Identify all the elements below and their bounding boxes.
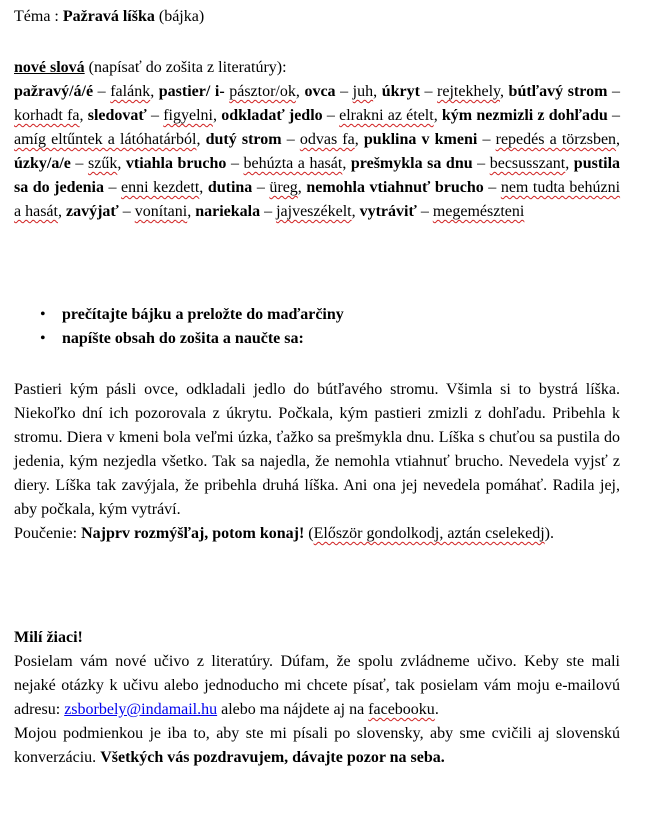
moral-slovak: Najprv rozmýšľaj, potom konaj! [81, 525, 305, 542]
task-item-summary: • napíšte obsah do zošita a naučte sa: [40, 327, 620, 351]
letter-greeting: Milí žiaci! [14, 629, 83, 646]
email-link[interactable]: zsborbely@indamail.hu [64, 701, 218, 718]
vocab-term-slovak: pastier/ i- [158, 83, 225, 100]
fable-body: Pastieri kým pásli ovce, odkladali jedlo do bútľavého stromu. Všimla si to bystrá líška. Niekoľko dní ich pozorovala z úkrytu. Počkala, kým pastieri zmizli z dohľadu. Pribehla k stromu. Diera v kmeni bola veľmi úzka, ťažko sa prešmykla dnu. Líška s chuťou sa pustila do jedenia, kým nezjedla všetko. Tak sa najedla, že nemohla vtiahnuť brucho. Nevedela vyjsť z diery. Líška tak zavýjala, že pribehla druhá líška. Ani ona jej nevedela pomáhať. Radila jej, aby počkala, kým vytráví. [14, 381, 620, 518]
vocab-term-slovak: vytráviť [359, 203, 417, 220]
vocab-term-slovak: odkladať jedlo [221, 107, 323, 124]
vocab-term-hungarian: korhadt fa [14, 107, 80, 124]
vocab-term-hungarian: becsusszant [489, 155, 566, 172]
vocabulary-list: pažravý/á/é – falánk, pastier/ i- pásztor/ok, ovca – juh, úkryt – rejtekhely, bútľavý strom – korhadt fa, sledovať – figyelni, odkladať jedlo – elrakni az ételt, kým nezmizli z dohľadu – amíg eltűntek a látóhatárból, dutý strom – odvas fa, puklina v kmeni – repedés a törzsben, úzky/a/e – szűk, vtiahla brucho – behúzta a hasát, prešmykla sa dnu – becsusszant, pustila sa do jedenia – enni kezdett, dutina – üreg, nemohla vtiahnuť brucho – nem tudta behúzni a hasát, zavýjať – vonítani, nariekala – jajveszékelt, vytráviť – megemészteni [14, 83, 621, 220]
letter-body: Posielam vám nové učivo z literatúry. Dúfam, že spolu zvládneme učivo. Keby ste mali nejaké otázky k učivu alebo jednoducho mi chcete písať, tak posielam vám moju e-mailovú adresu: zsborbely@indamail.hu alebo ma nájdete aj na facebooku. Mojou podmienkou je iba to, aby ste mi písali po slovensky, aby sme cvičili aj slovenskú konverzáciu. Všetkých vás pozdravujem, dávajte pozor na seba. [14, 653, 620, 766]
vocab-term-slovak: ovca [304, 83, 336, 100]
vocab-term-hungarian: odvas fa [299, 131, 355, 148]
moral-hungarian: Először gondolkodj, aztán cselekedj [313, 525, 545, 542]
vocab-term-slovak: nariekala [195, 203, 261, 220]
vocab-term-hungarian: enni kezdett [121, 179, 200, 196]
vocab-term-slovak: bútľavý strom [508, 83, 608, 100]
vocab-term-slovak: úkryt [381, 83, 420, 100]
moral-label: Poučenie: [14, 525, 82, 542]
vocab-term-hungarian: rejtekhely [437, 83, 500, 100]
vocab-term-hungarian: figyelni [163, 107, 213, 124]
vocab-term-hungarian: szűk [87, 155, 118, 172]
vocab-term-hungarian: behúzta a hasát [243, 155, 343, 172]
vocab-term-hungarian: falánk [110, 83, 151, 100]
vocab-term-slovak: pustila sa do jedenia [14, 155, 621, 196]
vocab-term-hungarian: elrakni az ételt [339, 107, 434, 124]
vocab-term-hungarian: pásztor/ok [229, 83, 296, 100]
vocab-term-slovak: puklina v kmeni [363, 131, 478, 148]
vocab-term-slovak: úzky/a/e [14, 155, 71, 172]
fable-title: Pažravá líška [62, 8, 155, 25]
vocab-term-slovak: dutý strom [205, 131, 282, 148]
task-list [40, 303, 620, 351]
vocab-term-slovak: pažravý/á/é [14, 83, 94, 100]
vocab-term-slovak: vtiahla brucho [125, 155, 227, 172]
vocab-term-slovak: nemohla vtiahnuť brucho [306, 179, 484, 196]
letter-condition: Mojou podmienkou je iba to, aby ste mi písali po slovensky, aby sme cvičili aj slovenskú konverzáciu. [14, 725, 620, 766]
vocab-term-hungarian: repedés a törzsben [495, 131, 617, 148]
vocab-term-hungarian: juh [352, 83, 374, 100]
vocab-term-slovak: dutina [207, 179, 253, 196]
vocab-term-hungarian: vonítani [134, 203, 188, 220]
vocabulary-note: (napísať do zošita z literatúry): [84, 59, 287, 76]
vocab-term-slovak: zavýjať [65, 203, 119, 220]
letter-closing: Všetkých vás pozdravujem, dávajte pozor na seba. [100, 749, 445, 766]
fable-text: Pastieri kým pásli ovce, odkladali jedlo do bútľavého stromu. Všimla si to bystrá líška. Niekoľko dní ich pozorovala z úkrytu. Počkala, kým pastieri zmizli z dohľadu. Pribehla k stromu. Diera v kmeni bola veľmi úzka, ťažko sa prešmykla dnu. Líška s chuťou sa pustila do jedenia, kým nezjedla všetko. Tak sa najedla, že nemohla vtiahnuť brucho. Nevedela vyjsť z diery. Líška tak zavýjala, že pribehla druhá líška. Ani ona jej nevedela pomáhať. Radila jej, aby počkala, kým vytráví. Poučenie: Najprv rozmýšľaj, potom konaj! (Először gondolkodj, aztán cselekedj). [14, 381, 620, 542]
task-item-translate: • prečítajte bájku a preložte do maďarčiny [40, 303, 620, 327]
vocab-term-slovak: kým nezmizli z dohľadu [441, 107, 608, 124]
facebook-word: facebooku [368, 701, 435, 718]
vocab-term-hungarian: jajveszékelt [276, 203, 352, 220]
vocab-term-slovak: sledovať [87, 107, 147, 124]
vocab-term-hungarian: amíg eltűntek a látóhatárból [14, 131, 197, 148]
vocab-term-hungarian: üreg [269, 179, 298, 196]
vocab-term-hungarian: nem tudta behúzni a hasát [14, 179, 621, 220]
vocabulary-heading: nové slová [14, 59, 85, 76]
document-title: Téma : Pažravá líška (bájka) [14, 8, 205, 25]
vocab-term-hungarian: megemészteni [432, 203, 525, 220]
vocabulary-section [14, 56, 620, 224]
vocab-term-slovak: prešmykla sa dnu [350, 155, 473, 172]
